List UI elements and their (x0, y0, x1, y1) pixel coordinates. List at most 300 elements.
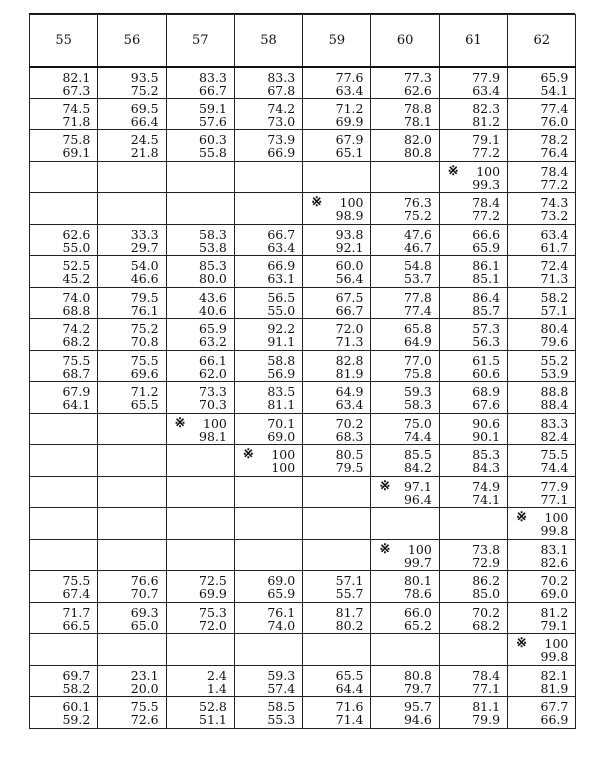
value-secondary: 55.3 (267, 712, 296, 727)
table-cell (234, 602, 302, 634)
table-cell (371, 287, 439, 319)
value-primary: 66.7 (267, 226, 296, 242)
value-primary: 77.3 (403, 69, 432, 85)
value-secondary: 72.6 (130, 712, 159, 727)
table-cell (508, 224, 576, 256)
value-primary: 2.4 (207, 667, 227, 683)
value-primary: 61.5 (472, 352, 501, 368)
value-primary: 81.2 (540, 604, 569, 620)
table-cell (303, 445, 371, 477)
value-primary: 59.3 (403, 384, 432, 399)
value-secondary: 53.7 (403, 271, 432, 286)
table-cell (30, 445, 98, 477)
value-primary: 67.7 (540, 699, 569, 714)
data-table (29, 14, 576, 729)
table-cell (166, 193, 234, 225)
table-cell (303, 67, 371, 99)
value-secondary: 81.9 (540, 680, 569, 696)
value-primary: 79.5 (130, 289, 159, 305)
column-header: 59 (303, 15, 371, 67)
value-secondary: 84.3 (472, 460, 501, 475)
value-primary: 74.5 (62, 100, 91, 116)
value-primary: 69.0 (267, 573, 296, 588)
table-cell (508, 413, 576, 445)
table-row (30, 161, 576, 193)
table-cell (30, 256, 98, 288)
column-header: 61 (439, 15, 507, 67)
table-cell (30, 602, 98, 634)
value-secondary: 75.8 (403, 365, 432, 381)
value-secondary: 64.9 (403, 334, 432, 349)
value-secondary: 73.0 (267, 113, 296, 129)
value-secondary: 66.4 (130, 113, 159, 129)
value-secondary: 74.4 (403, 428, 432, 444)
table-cell (234, 161, 302, 193)
table-cell (508, 697, 576, 729)
value-primary: 58.2 (540, 289, 569, 305)
table-cell (508, 634, 576, 666)
value-secondary: 21.8 (130, 145, 159, 160)
table-cell (234, 130, 302, 162)
column-header: 56 (98, 15, 166, 67)
table-cell (234, 382, 302, 414)
note-mark-icon: ※ (311, 195, 323, 210)
value-primary: 71.2 (130, 384, 159, 399)
value-secondary: 77.2 (540, 176, 569, 192)
value-primary: 82.3 (472, 100, 501, 116)
table-cell (508, 445, 576, 477)
table-cell (371, 382, 439, 414)
value-primary: 76.1 (267, 604, 296, 620)
value-secondary: 98.9 (335, 208, 364, 223)
value-primary: 73.8 (472, 541, 501, 557)
value-primary: 58.5 (267, 699, 296, 714)
value-primary: 93.5 (130, 69, 159, 85)
table-cell (234, 319, 302, 351)
table-cell (98, 382, 166, 414)
value-secondary: 57.1 (540, 302, 569, 318)
value-secondary: 68.8 (62, 302, 91, 318)
table-cell (30, 697, 98, 729)
value-secondary: 60.6 (472, 365, 501, 381)
value-primary: 69.3 (130, 604, 159, 620)
table-cell (166, 413, 234, 445)
table-row (30, 67, 576, 99)
value-primary: 65.8 (403, 321, 432, 336)
value-secondary: 90.1 (472, 428, 501, 444)
table-cell (98, 665, 166, 697)
table-cell (30, 319, 98, 351)
table-cell (371, 413, 439, 445)
table-cell (508, 193, 576, 225)
value-primary: 75.5 (62, 352, 91, 368)
value-primary: 83.3 (199, 69, 227, 85)
value-secondary: 69.6 (130, 365, 159, 381)
table-cell (303, 476, 371, 508)
value-primary: 100 (544, 510, 569, 525)
table-cell (371, 256, 439, 288)
value-secondary: 69.9 (199, 586, 227, 601)
value-secondary: 65.1 (335, 145, 364, 160)
value-primary: 80.1 (403, 573, 432, 588)
value-secondary: 66.9 (267, 145, 296, 160)
table-cell (508, 665, 576, 697)
value-secondary: 91.1 (267, 334, 296, 349)
table-cell (30, 476, 98, 508)
value-secondary: 45.2 (62, 271, 91, 286)
table-cell (166, 67, 234, 99)
table-cell (234, 98, 302, 130)
value-secondary: 55.0 (62, 239, 91, 255)
table-cell (98, 319, 166, 351)
value-secondary: 64.1 (62, 397, 91, 412)
table-cell (303, 382, 371, 414)
table-cell (508, 476, 576, 508)
table-cell (303, 508, 371, 540)
value-secondary: 85.0 (472, 586, 501, 601)
value-secondary: 76.4 (540, 145, 569, 160)
value-secondary: 69.0 (267, 428, 296, 444)
table-cell (234, 697, 302, 729)
value-primary: 75.8 (62, 132, 91, 147)
table-cell (234, 665, 302, 697)
value-secondary: 67.6 (472, 397, 501, 412)
value-primary: 85.3 (199, 258, 227, 273)
value-secondary: 57.6 (199, 113, 227, 129)
value-primary: 65.9 (199, 321, 227, 336)
table-cell (371, 161, 439, 193)
table-row (30, 476, 576, 508)
table-cell (439, 130, 507, 162)
table-cell (508, 67, 576, 99)
table-cell (98, 539, 166, 571)
value-primary: 47.6 (403, 226, 432, 242)
table-cell (371, 539, 439, 571)
value-primary: 100 (203, 415, 227, 431)
value-primary: 57.1 (335, 573, 364, 588)
table-cell (234, 224, 302, 256)
value-primary: 77.0 (403, 352, 432, 368)
table-cell (439, 665, 507, 697)
table-cell (303, 224, 371, 256)
table-cell (166, 382, 234, 414)
value-secondary: 68.2 (62, 334, 91, 349)
table-cell (439, 476, 507, 508)
column-header: 57 (166, 15, 234, 67)
table-row (30, 319, 576, 351)
table-cell (166, 476, 234, 508)
note-mark-icon: ※ (447, 163, 459, 179)
table-cell (234, 350, 302, 382)
table-cell (303, 602, 371, 634)
value-primary: 95.7 (403, 699, 432, 714)
table-cell (508, 287, 576, 319)
value-primary: 43.6 (199, 289, 227, 305)
table-cell (98, 350, 166, 382)
table-cell (371, 445, 439, 477)
value-secondary: 74.4 (540, 460, 569, 475)
value-secondary: 55.8 (199, 145, 227, 160)
value-primary: 69.5 (130, 100, 159, 116)
value-secondary: 65.9 (472, 239, 501, 255)
table-cell (98, 413, 166, 445)
value-primary: 75.5 (540, 447, 569, 462)
table-cell (303, 193, 371, 225)
table-cell (371, 571, 439, 603)
value-secondary: 82.6 (540, 554, 569, 570)
value-primary: 73.3 (199, 384, 227, 399)
value-secondary: 99.8 (540, 523, 569, 538)
value-secondary: 96.4 (403, 491, 432, 507)
note-mark-icon: ※ (174, 415, 186, 431)
note-mark-icon: ※ (379, 541, 391, 557)
table-cell (303, 319, 371, 351)
table-cell (371, 476, 439, 508)
value-primary: 66.9 (267, 258, 296, 273)
value-secondary: 63.4 (472, 82, 501, 98)
value-secondary: 62.6 (403, 82, 432, 98)
value-primary: 55.2 (540, 352, 569, 368)
table-cell (30, 130, 98, 162)
value-primary: 58.8 (267, 352, 296, 368)
table-cell (439, 508, 507, 540)
value-secondary: 92.1 (335, 239, 364, 255)
value-secondary: 81.2 (472, 113, 501, 129)
table-cell (30, 350, 98, 382)
table-cell (98, 445, 166, 477)
table-row (30, 256, 576, 288)
value-secondary: 79.1 (540, 617, 569, 633)
table-cell (508, 98, 576, 130)
table-cell (166, 697, 234, 729)
value-primary: 76.6 (130, 573, 159, 588)
value-secondary: 79.6 (540, 334, 569, 349)
value-primary: 81.7 (335, 604, 364, 620)
value-secondary: 71.4 (335, 712, 364, 727)
value-secondary: 1.4 (207, 680, 227, 696)
header-row (30, 15, 576, 67)
value-primary: 69.7 (62, 667, 91, 683)
value-primary: 70.2 (335, 415, 364, 431)
table-cell (30, 539, 98, 571)
table-row (30, 413, 576, 445)
table-cell (439, 539, 507, 571)
value-secondary: 85.7 (472, 302, 501, 318)
table-cell (303, 697, 371, 729)
value-secondary: 99.3 (472, 176, 501, 192)
table-cell (303, 130, 371, 162)
value-primary: 66.1 (199, 352, 227, 368)
value-primary: 56.5 (267, 289, 296, 305)
table-cell (439, 571, 507, 603)
table-cell (439, 224, 507, 256)
table-row (30, 634, 576, 666)
value-primary: 66.6 (472, 226, 501, 242)
table-cell (234, 476, 302, 508)
value-primary: 100 (544, 636, 569, 651)
table-cell (371, 98, 439, 130)
value-secondary: 72.9 (472, 554, 501, 570)
value-primary: 82.8 (335, 352, 364, 368)
table-cell (439, 350, 507, 382)
value-primary: 75.5 (130, 352, 159, 368)
value-primary: 72.4 (540, 258, 569, 273)
value-secondary: 56.4 (335, 271, 364, 286)
table-cell (166, 665, 234, 697)
table-cell (303, 665, 371, 697)
value-primary: 79.1 (472, 132, 501, 147)
value-primary: 80.4 (540, 321, 569, 336)
column-header: 55 (30, 15, 98, 67)
value-secondary: 74.1 (472, 491, 501, 507)
table-cell (98, 193, 166, 225)
value-secondary: 72.0 (199, 617, 227, 633)
value-secondary: 88.4 (540, 397, 569, 412)
value-primary: 78.2 (540, 132, 569, 147)
value-secondary: 67.8 (267, 82, 296, 98)
value-primary: 74.2 (62, 321, 91, 336)
value-secondary: 79.5 (335, 460, 364, 475)
table-cell (98, 256, 166, 288)
value-secondary: 98.1 (199, 428, 227, 444)
value-primary: 70.1 (267, 415, 296, 431)
table-cell (439, 634, 507, 666)
value-secondary: 71.8 (62, 113, 91, 129)
table-cell (234, 445, 302, 477)
table-cell (439, 161, 507, 193)
table-cell (439, 319, 507, 351)
value-primary: 92.2 (267, 321, 296, 336)
value-secondary: 77.2 (472, 145, 501, 160)
table-cell (508, 508, 576, 540)
table-cell (98, 508, 166, 540)
value-primary: 82.0 (403, 132, 432, 147)
value-secondary: 80.8 (403, 145, 432, 160)
value-secondary: 56.9 (267, 365, 296, 381)
value-secondary: 69.1 (62, 145, 91, 160)
table-row (30, 539, 576, 571)
value-secondary: 77.1 (540, 491, 569, 507)
value-secondary: 81.9 (335, 365, 364, 381)
table-cell (508, 161, 576, 193)
value-secondary: 67.4 (62, 586, 91, 601)
value-primary: 54.8 (403, 258, 432, 273)
value-primary: 88.8 (540, 384, 569, 399)
value-primary: 70.2 (472, 604, 501, 620)
value-secondary: 77.4 (403, 302, 432, 318)
table-cell (371, 665, 439, 697)
table-cell (98, 476, 166, 508)
value-primary: 74.0 (62, 289, 91, 305)
table-cell (30, 193, 98, 225)
table-row (30, 382, 576, 414)
value-primary: 78.4 (472, 667, 501, 683)
value-secondary: 80.0 (199, 271, 227, 286)
value-secondary: 53.9 (540, 365, 569, 381)
value-primary: 100 (271, 447, 296, 462)
table-cell (98, 634, 166, 666)
table-cell (234, 193, 302, 225)
table-cell (234, 508, 302, 540)
value-primary: 83.3 (540, 415, 569, 431)
table-cell (303, 256, 371, 288)
value-primary: 80.8 (403, 667, 432, 683)
value-primary: 75.0 (403, 415, 432, 431)
value-primary: 72.0 (335, 321, 364, 336)
table-cell (166, 161, 234, 193)
value-primary: 85.3 (472, 447, 501, 462)
table-cell (371, 350, 439, 382)
table-cell (234, 539, 302, 571)
table-cell (439, 445, 507, 477)
table-cell (439, 602, 507, 634)
value-secondary: 46.7 (403, 239, 432, 255)
table-cell (30, 634, 98, 666)
table-cell (98, 571, 166, 603)
value-primary: 74.2 (267, 100, 296, 116)
value-primary: 52.8 (199, 699, 227, 714)
table-cell (508, 319, 576, 351)
value-secondary: 61.7 (540, 239, 569, 255)
table-row (30, 697, 576, 729)
table-cell (303, 539, 371, 571)
value-primary: 57.3 (472, 321, 501, 336)
value-secondary: 57.4 (267, 680, 296, 696)
value-primary: 82.1 (62, 69, 91, 85)
table-header (30, 15, 576, 67)
table-cell (371, 319, 439, 351)
value-secondary: 29.7 (130, 239, 159, 255)
table-cell (439, 193, 507, 225)
table-cell (303, 350, 371, 382)
value-secondary: 51.1 (199, 712, 227, 727)
value-secondary: 59.2 (62, 712, 91, 727)
table-cell (508, 602, 576, 634)
value-primary: 81.1 (472, 699, 501, 714)
value-primary: 23.1 (130, 667, 159, 683)
table-cell (98, 287, 166, 319)
table-cell (508, 256, 576, 288)
value-primary: 65.9 (540, 69, 569, 85)
table-cell (166, 571, 234, 603)
table-cell (508, 350, 576, 382)
value-secondary: 65.2 (403, 617, 432, 633)
table-row (30, 193, 576, 225)
table-cell (234, 634, 302, 666)
value-primary: 77.6 (335, 69, 364, 85)
note-mark-icon: ※ (379, 478, 391, 494)
value-secondary: 64.4 (335, 680, 364, 696)
value-primary: 33.3 (130, 226, 159, 242)
value-primary: 77.9 (540, 478, 569, 494)
value-secondary: 81.1 (267, 397, 296, 412)
value-primary: 59.3 (267, 667, 296, 683)
table-cell (371, 67, 439, 99)
value-primary: 83.3 (267, 69, 296, 85)
table-cell (166, 508, 234, 540)
value-secondary: 70.3 (199, 397, 227, 412)
table-cell (303, 287, 371, 319)
table-cell (30, 287, 98, 319)
value-primary: 78.4 (540, 163, 569, 179)
table-cell (30, 98, 98, 130)
table-cell (303, 413, 371, 445)
value-secondary: 63.4 (267, 239, 296, 255)
value-secondary: 63.1 (267, 271, 296, 286)
value-primary: 86.2 (472, 573, 501, 588)
table-cell (30, 413, 98, 445)
table-row (30, 98, 576, 130)
